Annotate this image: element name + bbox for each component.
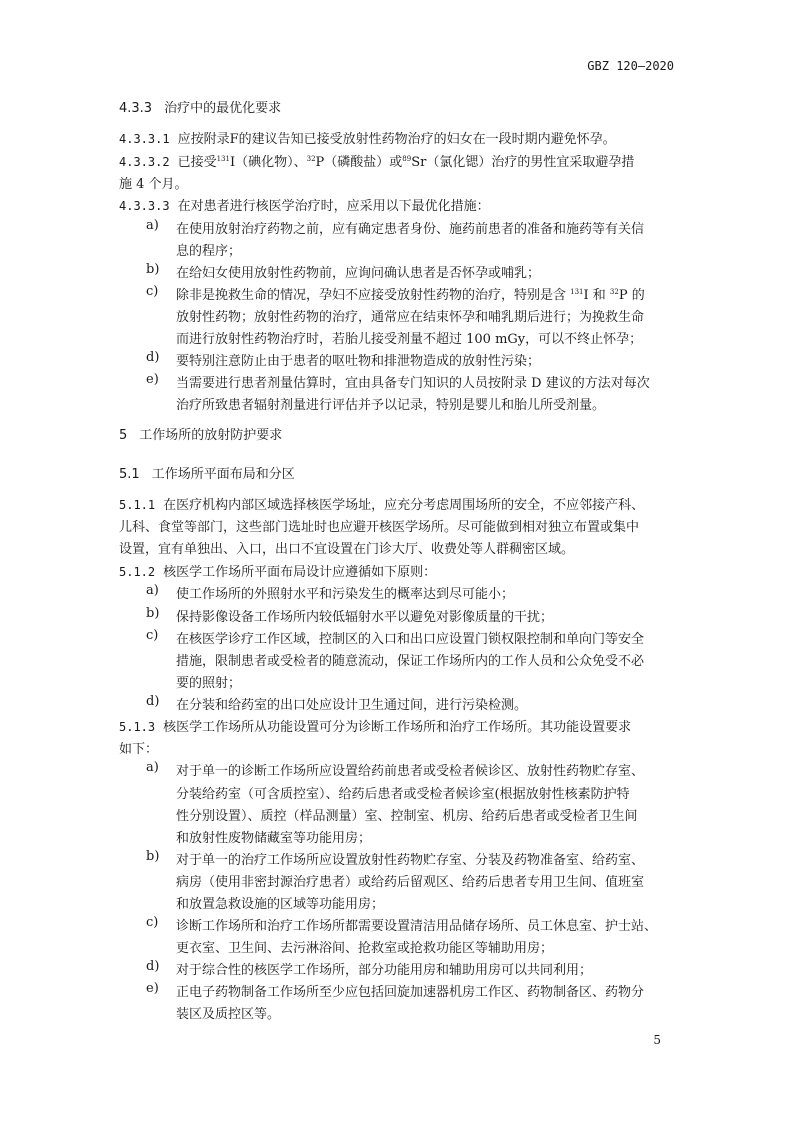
section-heading-5: 5 工作场所的放射防护要求 [119, 428, 283, 443]
clause-4-3-3-2-cont: 施 4 个月。 [119, 177, 188, 192]
clause-4-3-3-3: 4.3.3.3 在对患者进行核医学治疗时，应采用以下最优化措施： [119, 199, 490, 214]
clause-5-1-3: 5.1.3 核医学工作场所从功能设置可分为诊断工作场所和治疗工作场所。其功能设置要求 [119, 720, 632, 735]
page-number: 5 [653, 1033, 661, 1047]
section-heading-4-3-3: 4.3.3 治疗中的最优化要求 [119, 101, 282, 116]
clause-5-1-3-line2: 如下： [119, 742, 159, 757]
doc-code: GBZ 120—2020 [587, 59, 674, 73]
section-heading-5-1: 5.1 工作场所平面布局和分区 [119, 467, 295, 482]
clause-5-1-2: 5.1.2 核医学工作场所平面布局设计应遵循如下原则： [119, 565, 437, 580]
clause-4-3-3-2: 4.3.3.2 已接受$^{131}$I（碘化物）、$^{32}$P（磷酸盐）或$^{89}$Sr（氯化锶）治疗的男性宜采取避孕措 [119, 155, 635, 170]
clause-5-1-1-line2: 儿科、食堂等部门，这些部门选址时也应避开核医学场所。尽可能做到相对独立布置或集中 [119, 520, 640, 535]
clause-5-1-1-line3: 设置，宜有单独出、入口，出口不宜设置在门诊大厅、收费处等人群稠密区域。 [119, 542, 575, 557]
clause-4-3-3-1: 4.3.3.1 应按附录F的建议告知已接受放射性药物治疗的妇女在一段时期内避免怀孕。 [119, 132, 616, 147]
clause-5-1-1: 5.1.1 在医疗机构内部区域选择核医学场址，应充分考虑周围场所的安全，不应邻接产科、 [119, 498, 645, 513]
